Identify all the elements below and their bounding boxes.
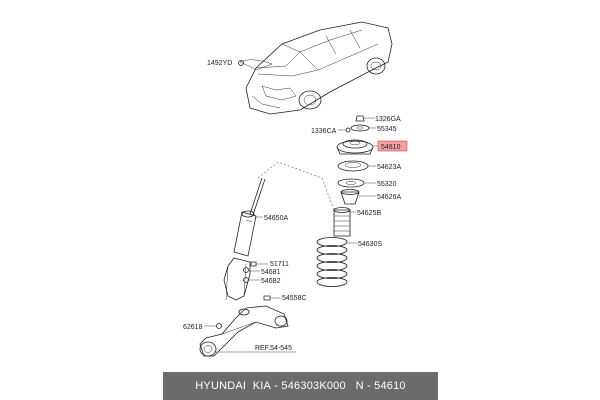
label-1326GA: 1326GA xyxy=(375,116,401,123)
label-51711: 51711 xyxy=(270,261,289,268)
label-54682: 54682 xyxy=(261,278,281,285)
strut-mount-group xyxy=(317,116,378,287)
label-62618: 62618 xyxy=(183,324,203,331)
oem-number: 546303K000 xyxy=(281,380,346,392)
brand-text: HYUNDAI KIA xyxy=(195,380,272,392)
label-54650A: 54650A xyxy=(264,215,289,222)
label-1492YD: 1492YD xyxy=(207,60,233,67)
label-1336CA: 1336CA xyxy=(311,128,337,135)
label-55345: 55345 xyxy=(377,126,397,133)
separator-2: N - xyxy=(345,380,375,392)
car-illustration xyxy=(239,22,393,114)
label-ref-54-545: REF.54-545 xyxy=(255,345,292,352)
label-54610: 54610 xyxy=(381,144,401,151)
separator-1: - xyxy=(271,380,282,392)
part-number-banner xyxy=(163,372,438,400)
coil-spring xyxy=(317,238,347,287)
diagram-number: 54610 xyxy=(374,380,406,392)
label-54681: 54681 xyxy=(261,269,281,276)
label-54626A: 54626A xyxy=(377,194,402,201)
label-54625B: 54625B xyxy=(357,210,382,217)
label-55320: 55320 xyxy=(377,181,397,188)
label-54630S: 54630S xyxy=(358,241,383,248)
label-54623A: 54623A xyxy=(377,164,402,171)
label-54558C: 54558C xyxy=(282,295,307,302)
